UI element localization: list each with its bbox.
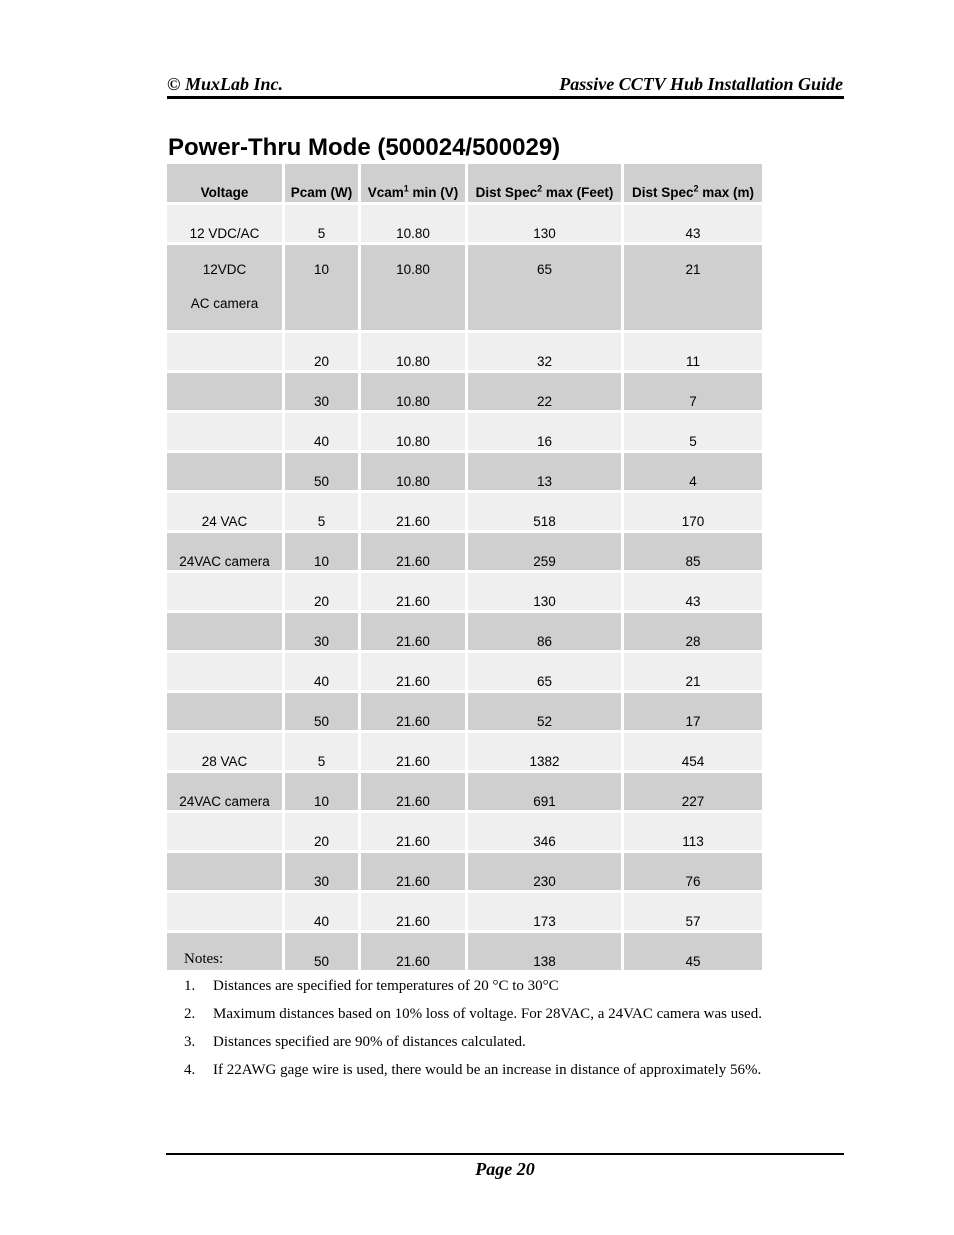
- column-header: Vcam$^1$ min (V): [361, 164, 465, 202]
- page-number: Page 20: [475, 1159, 535, 1179]
- table-cell: 21.60: [361, 733, 465, 770]
- table-cell: 30: [285, 373, 358, 410]
- note-item: [184, 978, 762, 1006]
- table-cell: 21: [624, 245, 762, 330]
- column-header: Dist Spec$^2$ max (m): [624, 164, 762, 202]
- table-row: [167, 573, 762, 610]
- table-cell: 21.60: [361, 853, 465, 890]
- table-cell: 21.60: [361, 493, 465, 530]
- column-header: Voltage: [167, 164, 282, 202]
- table-cell: 43: [624, 205, 762, 242]
- table-cell: [167, 413, 282, 450]
- note-number: 1.: [184, 978, 196, 994]
- table-cell: 52: [468, 693, 621, 730]
- note-item: [184, 1062, 762, 1090]
- notes-heading: Notes:: [184, 951, 224, 967]
- table-cell: 10.80: [361, 373, 465, 410]
- column-header: Pcam (W): [285, 164, 358, 202]
- table-cell: 21.60: [361, 813, 465, 850]
- table-cell: 12 VDC/AC: [167, 205, 282, 242]
- table-cell: 21.60: [361, 533, 465, 570]
- note-number: 2.: [184, 1006, 196, 1022]
- table-cell: 7: [624, 373, 762, 410]
- table-cell: 170: [624, 493, 762, 530]
- table-cell: 43: [624, 573, 762, 610]
- table-cell: [167, 813, 282, 850]
- table-cell: [167, 453, 282, 490]
- table-row: [167, 245, 762, 330]
- table-row: [167, 693, 762, 730]
- table-cell: 173: [468, 893, 621, 930]
- table-cell: 65: [468, 245, 621, 330]
- table-cell: 40: [285, 893, 358, 930]
- table-row: [167, 613, 762, 650]
- table-cell: 16: [468, 413, 621, 450]
- notes-list: [184, 978, 762, 1090]
- table-cell: 10: [285, 773, 358, 810]
- table-cell: 12VDC AC camera: [167, 245, 282, 330]
- table-cell: 40: [285, 653, 358, 690]
- table-cell: 57: [624, 893, 762, 930]
- note-item: [184, 1006, 762, 1034]
- table-cell: 24 VAC: [167, 493, 282, 530]
- table-row: [167, 773, 762, 810]
- table-row: [167, 453, 762, 490]
- table-row: [167, 733, 762, 770]
- notes-section: [184, 951, 762, 1090]
- table-cell: 28: [624, 613, 762, 650]
- table-cell: 22: [468, 373, 621, 410]
- table-cell: 86: [468, 613, 621, 650]
- table-cell: 24VAC camera: [167, 533, 282, 570]
- table-row: [167, 893, 762, 930]
- table-row: [167, 493, 762, 530]
- table-cell: 5: [285, 733, 358, 770]
- table-cell: 50: [285, 693, 358, 730]
- table-cell: 1382: [468, 733, 621, 770]
- table-cell: 113: [624, 813, 762, 850]
- table-cell: 518: [468, 493, 621, 530]
- table-cell: 13: [468, 453, 621, 490]
- table-cell: 227: [624, 773, 762, 810]
- table-row: [167, 853, 762, 890]
- table-cell: 10.80: [361, 333, 465, 370]
- table-row: [167, 533, 762, 570]
- table-row: [167, 813, 762, 850]
- power-thru-table: [164, 161, 765, 973]
- table-cell: 20: [285, 813, 358, 850]
- table-cell: 30: [285, 613, 358, 650]
- table-cell: 21.60: [361, 693, 465, 730]
- table-cell: [167, 693, 282, 730]
- page-header: [167, 74, 843, 98]
- note-text: If 22AWG gage wire is used, there would be an increase in distance of approximately 56%.: [213, 1062, 762, 1078]
- table-cell: 85: [624, 533, 762, 570]
- note-item: [184, 1034, 762, 1062]
- table-cell: 65: [468, 653, 621, 690]
- note-text: Distances are specified for temperatures of 20 °C to 30°C: [213, 978, 559, 994]
- table-cell: 21.60: [361, 933, 465, 970]
- table-cell: 21.60: [361, 893, 465, 930]
- table-cell: 5: [285, 493, 358, 530]
- note-text: Maximum distances based on 10% loss of voltage. For 28VAC, a 24VAC camera was used.: [213, 1006, 762, 1022]
- table-cell: 45: [624, 933, 762, 970]
- table-cell: 21.60: [361, 613, 465, 650]
- table-cell: 20: [285, 333, 358, 370]
- table-cell: 691: [468, 773, 621, 810]
- table-cell: [167, 653, 282, 690]
- table-row: [167, 205, 762, 242]
- note-text: Distances specified are 90% of distances calculated.: [213, 1034, 526, 1050]
- table-header-row: [167, 164, 762, 202]
- column-header: Dist Spec$^2$ max (Feet): [468, 164, 621, 202]
- table-cell: 21.60: [361, 573, 465, 610]
- section-title: Power-Thru Mode (500024/500029): [168, 134, 561, 161]
- table-cell: 10: [285, 533, 358, 570]
- table-cell: 10.80: [361, 245, 465, 330]
- table-cell: 21.60: [361, 653, 465, 690]
- document-title: Passive CCTV Hub Installation Guide: [559, 74, 843, 94]
- table-row: [167, 333, 762, 370]
- table-cell: 50: [285, 453, 358, 490]
- table-row: [167, 413, 762, 450]
- table-cell: 10.80: [361, 453, 465, 490]
- table-cell: [167, 373, 282, 410]
- table-cell: 130: [468, 205, 621, 242]
- header-rule: [167, 96, 844, 99]
- table-cell: 4: [624, 453, 762, 490]
- table-cell: 10.80: [361, 205, 465, 242]
- table-cell: 32: [468, 333, 621, 370]
- table-cell: 454: [624, 733, 762, 770]
- table-cell: 50: [285, 933, 358, 970]
- table-cell: 30: [285, 853, 358, 890]
- footer-rule: [166, 1153, 844, 1155]
- table-row: [167, 653, 762, 690]
- note-number: 3.: [184, 1034, 196, 1050]
- table-row: [167, 373, 762, 410]
- table-cell: 5: [624, 413, 762, 450]
- company-name: © MuxLab Inc.: [167, 74, 283, 94]
- voltage-subtitle: AC camera: [190, 296, 259, 311]
- table-cell: 259: [468, 533, 621, 570]
- table-cell: [167, 573, 282, 610]
- table-cell: [167, 613, 282, 650]
- table-cell: 5: [285, 205, 358, 242]
- table-cell: 11: [624, 333, 762, 370]
- table-cell: 40: [285, 413, 358, 450]
- table-cell: 20: [285, 573, 358, 610]
- table-cell: 24VAC camera: [167, 773, 282, 810]
- table-cell: 21: [624, 653, 762, 690]
- table-cell: 17: [624, 693, 762, 730]
- note-number: 4.: [184, 1062, 196, 1078]
- table-cell: 28 VAC: [167, 733, 282, 770]
- table-cell: [167, 853, 282, 890]
- table-cell: 130: [468, 573, 621, 610]
- table-cell: [167, 893, 282, 930]
- table-cell: 10: [285, 245, 358, 330]
- table-cell: 138: [468, 933, 621, 970]
- table-cell: 10.80: [361, 413, 465, 450]
- table-cell: 230: [468, 853, 621, 890]
- table-cell: 21.60: [361, 773, 465, 810]
- table-cell: [167, 333, 282, 370]
- table-cell: 76: [624, 853, 762, 890]
- table-cell: 346: [468, 813, 621, 850]
